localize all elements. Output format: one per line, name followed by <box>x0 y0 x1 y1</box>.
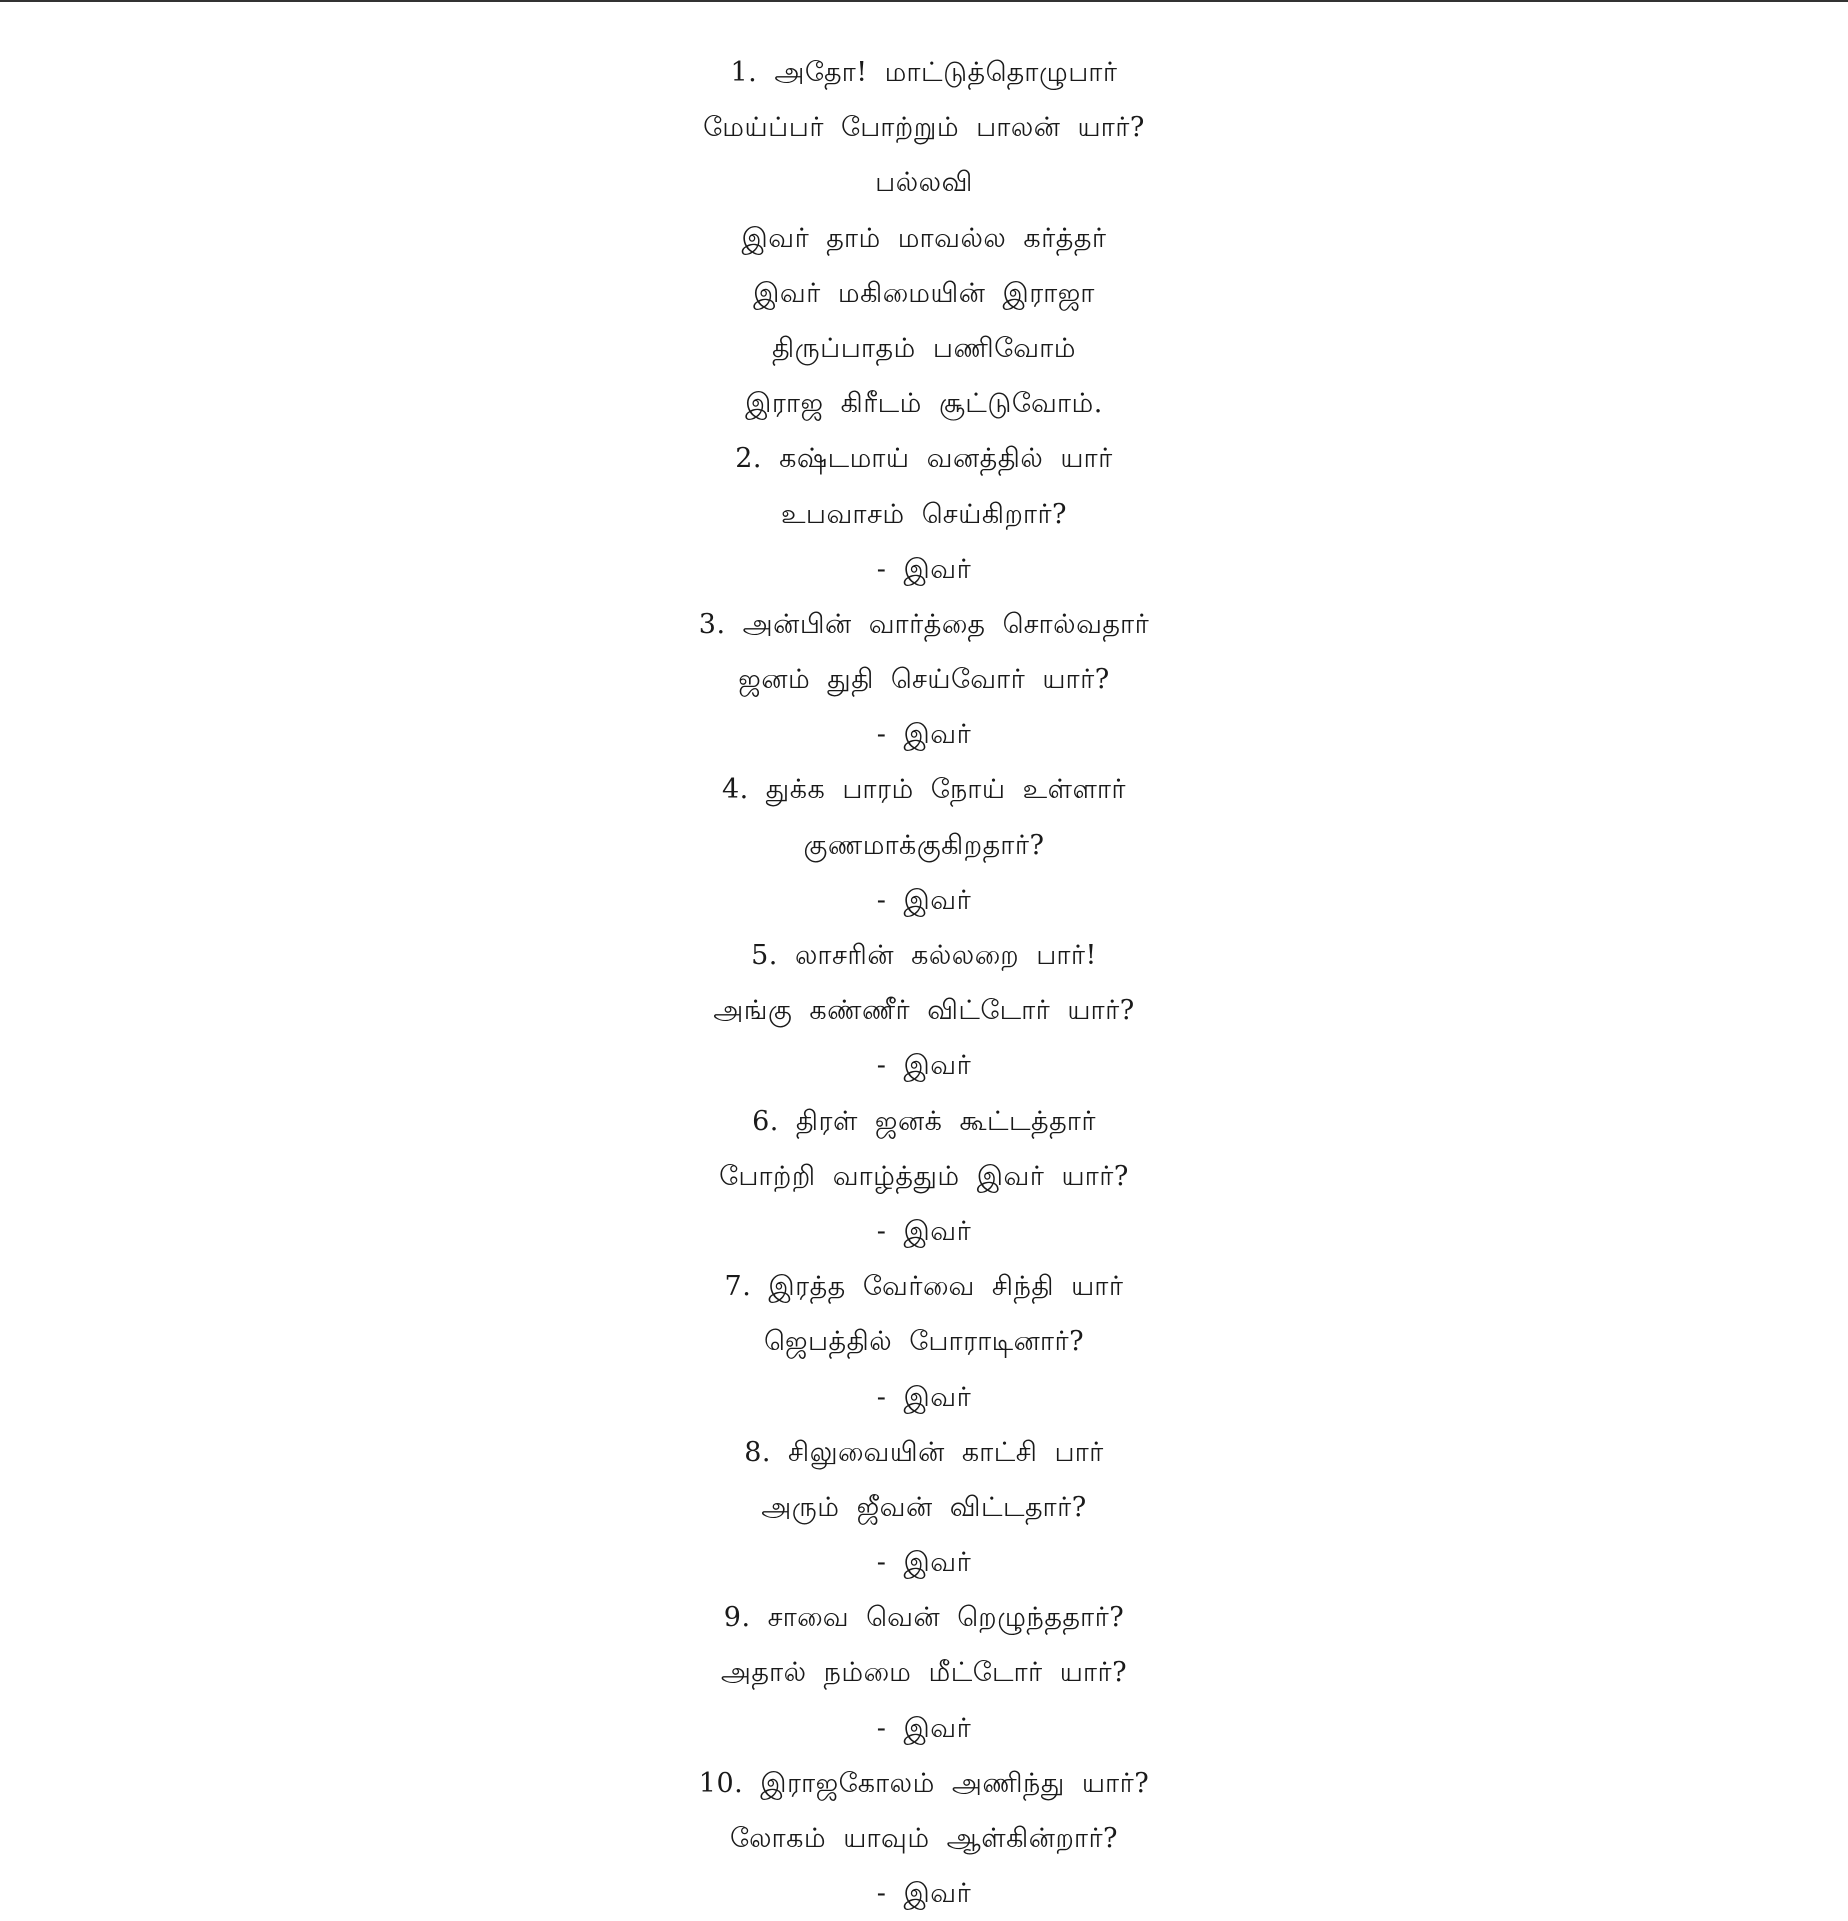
lyric-line: இராஜ கிரீடம் சூட்டுவோம். <box>745 388 1103 420</box>
refrain-marker: - இவர் <box>876 719 972 751</box>
lyric-line: குணமாக்குகிறதார்? <box>803 829 1045 861</box>
lyric-line: அங்கு கண்ணீர் விட்டோர் யார்? <box>713 995 1135 1027</box>
lyric-line: 5. லாசரின் கல்லறை பார்! <box>751 940 1097 971</box>
lyric-line: ஜனம் துதி செய்வோர் யார்? <box>738 664 1110 696</box>
lyric-line: போற்றி வாழ்த்தும் இவர் யார்? <box>719 1160 1129 1192</box>
lyric-line: திருப்பாதம் பணிவோம் <box>772 332 1076 364</box>
lyric-line: 2. கஷ்டமாய் வனத்தில் யார் <box>735 443 1113 475</box>
lyric-line: 7. இரத்த வேர்வை சிந்தி யார் <box>724 1271 1124 1303</box>
lyric-line: 10. இராஜகோலம் அணிந்து யார்? <box>698 1767 1150 1799</box>
top-border-line <box>0 0 1848 2</box>
lyric-line: 6. திரள் ஜனக் கூட்டத்தார் <box>752 1105 1096 1137</box>
refrain-marker: - இவர் <box>876 1215 972 1247</box>
lyric-line: 3. அன்பின் வார்த்தை சொல்வதார் <box>698 608 1150 640</box>
lyric-line: அதால் நம்மை மீட்டோர் யார்? <box>720 1657 1128 1689</box>
lyric-line: மேய்ப்பர் போற்றும் பாலன் யார்? <box>703 112 1145 144</box>
lyric-line: இவர் மகிமையின் இராஜா <box>753 277 1095 309</box>
lyric-line: 1. அதோ! மாட்டுத்தொழுபார் <box>730 57 1118 88</box>
chorus-heading: பல்லவி <box>875 167 973 199</box>
lyric-line: லோகம் யாவும் ஆள்கின்றார்? <box>729 1823 1119 1854</box>
refrain-marker: - இவர் <box>876 553 972 585</box>
lyric-line: ஜெபத்தில் போராடினார்? <box>763 1326 1085 1358</box>
lyric-line: அரும் ஜீவன் விட்டதார்? <box>761 1491 1087 1523</box>
refrain-marker: - இவர் <box>876 1050 972 1082</box>
song-lyrics <box>0 45 1848 1921</box>
lyric-line: 8. சிலுவையின் காட்சி பார் <box>744 1436 1104 1468</box>
lyric-line: இவர் தாம் மாவல்ல கர்த்தர் <box>741 222 1107 254</box>
refrain-marker: - இவர் <box>876 1878 972 1910</box>
lyric-line: 4. துக்க பாரம் நோய் உள்ளார் <box>721 774 1127 806</box>
refrain-marker: - இவர் <box>876 1712 972 1744</box>
refrain-marker: - இவர் <box>876 1547 972 1579</box>
refrain-marker: - இவர் <box>876 884 972 916</box>
lyric-line: 9. சாவை வென் றெழுந்ததார்? <box>723 1602 1125 1634</box>
refrain-marker: - இவர் <box>876 1381 972 1413</box>
lyric-line: உபவாசம் செய்கிறார்? <box>780 498 1068 530</box>
